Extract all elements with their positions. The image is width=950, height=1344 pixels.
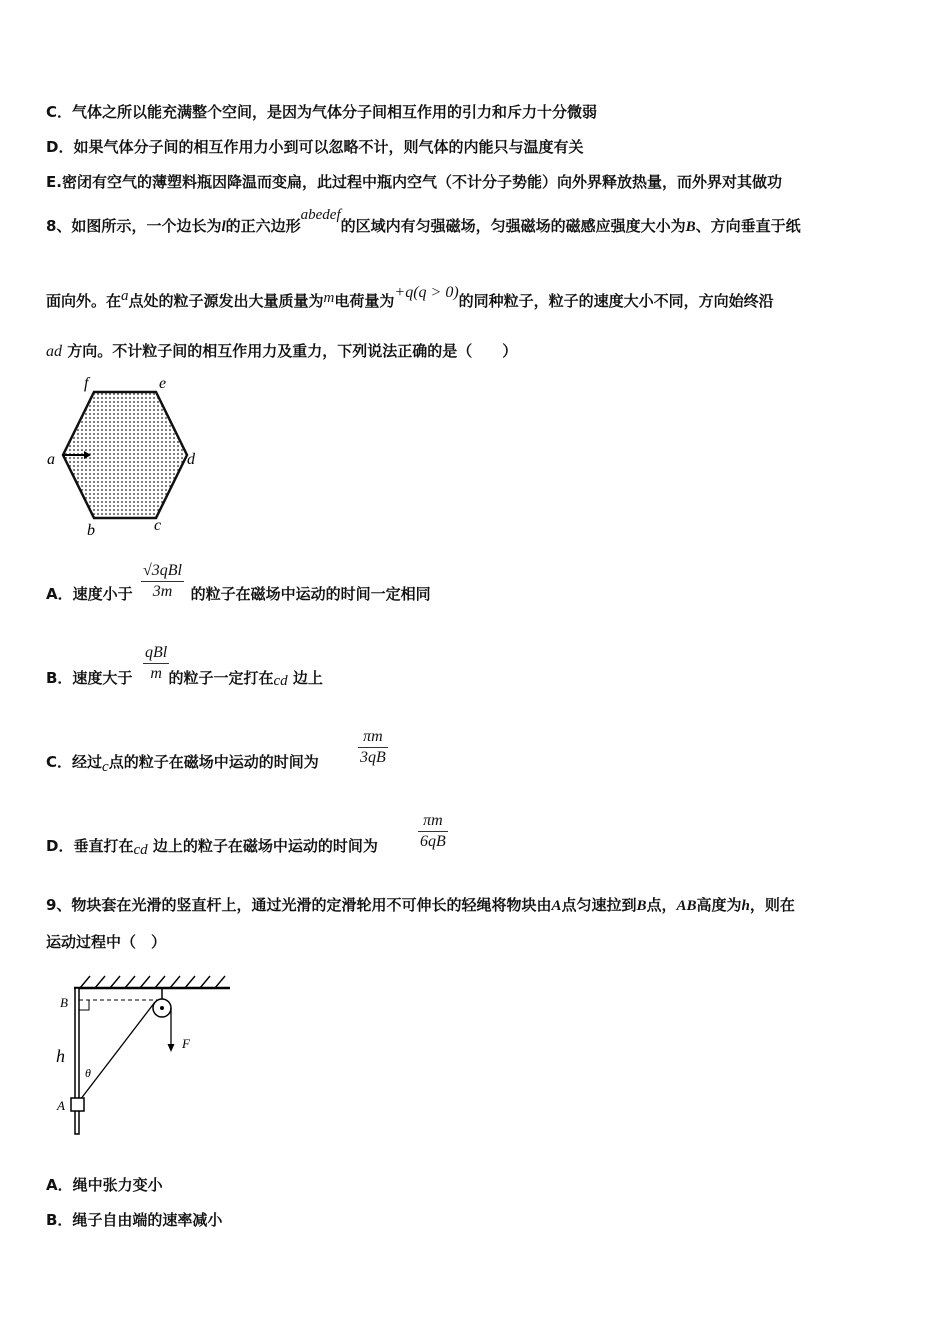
label-c: c	[154, 517, 162, 534]
q8-option-c	[46, 752, 319, 773]
q8-point-a: a	[121, 288, 129, 304]
q8-optA-text: 的粒子在磁场中运动的时间一定相同	[190, 585, 431, 603]
q9-point-B: B	[636, 898, 647, 914]
q9-text: 点匀速拉到	[561, 896, 637, 914]
q8-text: 电荷量为	[334, 292, 395, 310]
fraction-denominator: 3qB	[360, 749, 386, 766]
q8-stem-line2	[46, 284, 774, 312]
q8-text: 、方向垂直于纸	[695, 217, 801, 235]
q8-var-l: l	[221, 219, 226, 235]
fraction-b	[143, 644, 169, 683]
q8-option-a	[46, 584, 431, 604]
q8-option-b	[46, 668, 323, 689]
label-h: h	[56, 1046, 65, 1066]
label-B: B	[60, 995, 68, 1010]
label-f: f	[84, 375, 89, 392]
pulley-axle	[160, 1006, 164, 1010]
q9-segment-AB: AB	[676, 898, 697, 914]
label-b: b	[87, 522, 95, 539]
fraction-bar	[418, 831, 448, 832]
q9-option-b: B．绳子自由端的速率减小	[46, 1211, 223, 1229]
fraction-c	[358, 728, 388, 767]
q8-text: 的区域内有匀强磁场，匀强磁场的磁感应强度大小为	[340, 217, 686, 235]
hexagon-figure	[44, 372, 209, 542]
fraction-bar	[358, 747, 388, 748]
q8-option-d	[46, 836, 378, 857]
q8-direction-ad: ad	[46, 343, 62, 360]
force-arrow-icon	[168, 1044, 175, 1052]
fraction-numerator: √3qBl	[143, 562, 182, 579]
label-a: a	[47, 451, 55, 468]
fraction-a	[141, 562, 184, 601]
q9-stem-line2: 运动过程中（ ）	[46, 933, 167, 951]
label-F: F	[182, 1036, 190, 1051]
q8-optA-text: A．速度小于	[46, 585, 133, 603]
q8-charge: +q(q > 0)	[394, 284, 459, 301]
q7-option-e: E.密闭有空气的薄塑料瓶因降温而变扁，此过程中瓶内空气（不计分子势能）向外界释放热量，而外界对其做功	[46, 173, 782, 191]
q8-optC-text: 点的粒子在磁场中运动的时间为	[108, 753, 319, 771]
q8-optB-text: 的粒子一定打在	[168, 669, 274, 687]
fraction-denominator: 6qB	[420, 833, 446, 850]
fraction-d	[418, 812, 448, 851]
q8-text: 8、如图所示，一个边长为	[46, 217, 222, 235]
q8-var-B: B	[685, 219, 696, 235]
fraction-denominator: m	[150, 665, 162, 682]
q9-text: ，则在	[749, 896, 795, 914]
q8-stem-line3	[46, 341, 517, 362]
label-A: A	[57, 1098, 65, 1113]
q8-optD-text: D．垂直打在	[46, 837, 134, 855]
label-d: d	[187, 451, 195, 468]
rope-diagonal	[80, 1002, 155, 1100]
ceiling-hatching	[80, 976, 225, 988]
fraction-numerator: πm	[363, 728, 383, 745]
q9-var-h: h	[741, 898, 750, 914]
q9-text: 高度为	[696, 896, 742, 914]
q8-stem-line1	[46, 207, 801, 237]
q8-point-c: c	[102, 759, 109, 775]
q9-text: 9、物块套在光滑的竖直杆上，通过光滑的定滑轮用不可伸长的轻绳将物块由	[46, 896, 552, 914]
q8-optB-text: B．速度大于	[46, 669, 133, 687]
q8-optB-text: 边上	[292, 669, 323, 687]
q8-optD-text: 边上的粒子在磁场中运动的时间为	[152, 837, 378, 855]
q8-optC-text: C．经过	[46, 753, 103, 771]
pulley-figure	[52, 970, 242, 1140]
q8-edge-cd: cd	[273, 673, 288, 689]
fraction-numerator: qBl	[145, 644, 168, 661]
label-theta: θ	[85, 1066, 91, 1080]
label-e: e	[159, 375, 167, 392]
q9-text: 点，	[646, 896, 677, 914]
q8-edge-cd: cd	[133, 842, 148, 858]
fraction-bar	[143, 663, 169, 664]
fraction-denominator: 3m	[152, 583, 173, 600]
block-A	[71, 1098, 84, 1111]
q8-text: 的同种粒子，粒子的速度大小不同，方向始终沿	[458, 292, 774, 310]
q8-text: 点处的粒子源发出大量质量为	[128, 292, 324, 310]
q9-option-a: A．绳中张力变小	[46, 1176, 163, 1194]
fraction-numerator: πm	[423, 812, 443, 829]
q9-stem-line1	[46, 895, 795, 916]
q8-text: 方向。不计粒子间的相互作用力及重力，下列说法正确的是（ ）	[67, 342, 518, 360]
right-angle-mark	[79, 1000, 89, 1010]
q8-text: 的正六边形	[225, 217, 301, 235]
q8-hexagon-name: abedef	[300, 207, 341, 223]
q8-text: 面向外。在	[46, 292, 122, 310]
q7-option-c: C．气体之所以能充满整个空间，是因为气体分子间相互作用的引力和斥力十分微弱	[46, 103, 598, 121]
q8-var-m: m	[323, 290, 335, 306]
q9-point-A: A	[551, 898, 562, 914]
vertical-rod	[75, 988, 79, 1134]
fraction-bar	[141, 581, 184, 582]
q7-option-d: D．如果气体分子间的相互作用力小到可以忽略不计，则气体的内能只与温度有关	[46, 138, 584, 156]
